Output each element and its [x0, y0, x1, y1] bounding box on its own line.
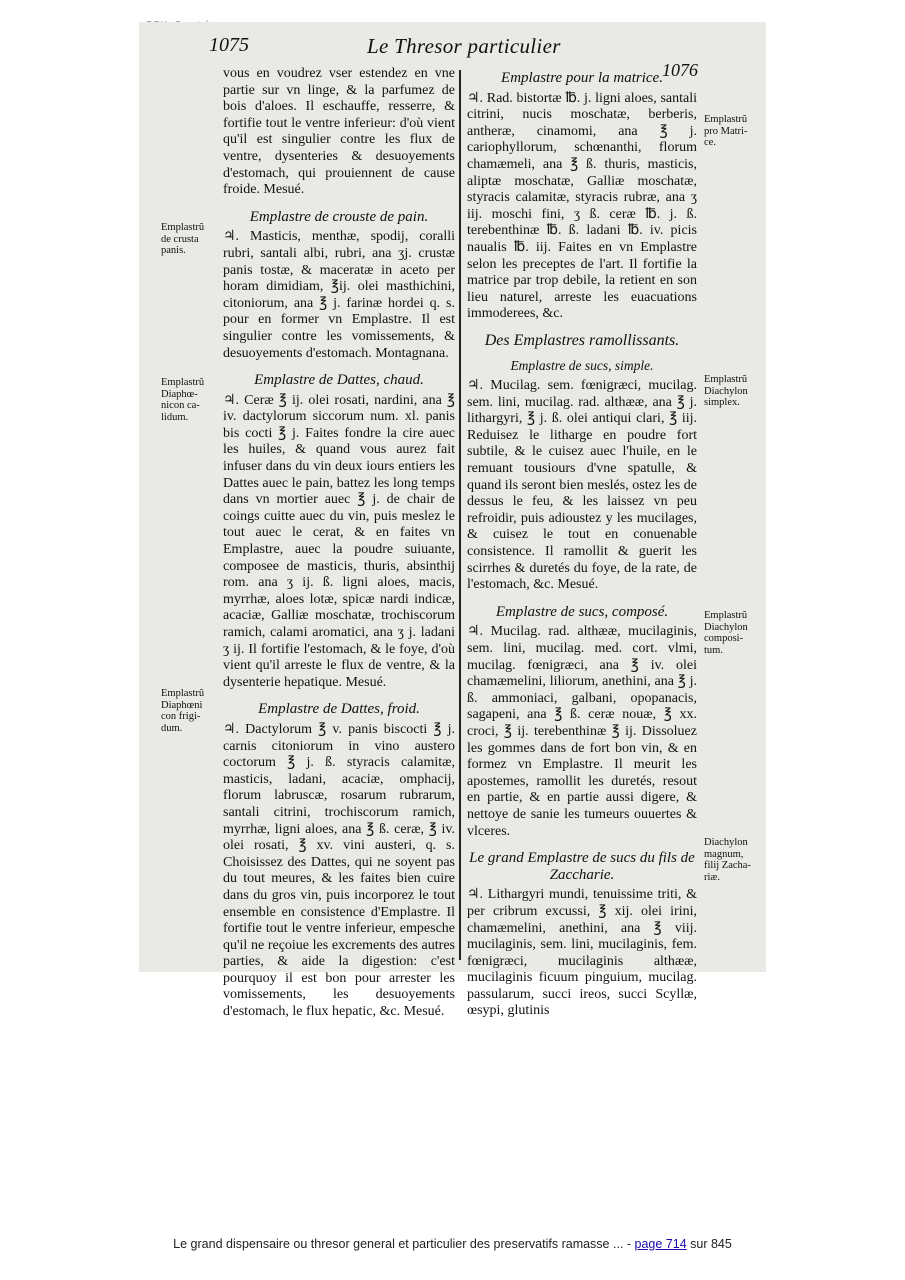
paragraph: ♃. Mucilag. rad. althææ, mucilaginis, sem. lini, mucilag. med. cort. vlmi, mucilag. fœnigræci, ana ℥ iv. olei chamæmelini, liliorum, anethini, ana ℥ j. ß. ammoniaci, galbani, opopanacis, sagapeni, ana ℥ ß. ceræ nouæ, ℥ xx. croci, ℥ ij. terebenthinæ ℥ ij. Dissoluez les gommes dans de fort bon vin, & en formez vn Emplastre. Il meurit les apostemes, ramollit les duretés, resout en partie, & en partie aussi digere, & nettoye de sanie les tumeurs ouuertes & vlceres. [467, 624, 697, 839]
margin-note: Emplastrũ Diaphœ- nicon ca- lidum. [161, 377, 205, 423]
section-heading: Emplastre de Dattes, froid. [258, 701, 420, 718]
footer-caption [0, 1237, 905, 1251]
margin-note: Emplastrũ de crusta panis. [161, 222, 205, 256]
section-heading: Emplastre de Dattes, chaud. [254, 372, 424, 389]
paragraph: ♃. Ceræ ℥ ij. olei rosati, nardini, ana ℥ iv. dactylorum siccorum num. xl. panis bis cocti ℥ j. Faites fondre la cire auec les huiles, & quand vous aurez fait infuser dans du vin deux iours entiers les Dattes auec le pain, battez les long temps dans vn mortier auec ℥ j. de chair de coings cuitte auec du vin, puis meslez le tout auec le cerat, & en faites vn Emplastre, auec la poudre suiuante, composee de masticis, thuris, absinthij rom. ana ʒ ij. ß. ligni aloes, macis, myrrhæ, aloes lotæ, spicæ nardi indicæ, acaciæ, Galliæ moschatæ, trochiscorum ramich, calami aromatici, ana ʒ j. ladani ʒ ij. Il fortifie l'estomach, & le foye, d'où vient qu'il arreste le flux de ventre, & la dysenterie hepatique. Mesué. [223, 392, 455, 690]
left-page-number: 1075 [209, 34, 249, 56]
margin-note: Emplastrũ Diaphœni con frigi- dum. [161, 688, 205, 734]
paragraph: ♃. Dactylorum ℥ v. panis biscocti ℥ j. carnis citoniorum in vino austero coctorum ℥ j. ß. styracis calamitæ, masticis, ladani, acaciæ, omphacij, florum labruscæ, rosarum rubrarum, santali citrini, trochiscorum ramich, myrrhæ, ligni aloes, ana ℥ ß. ceræ, ℥ iv. olei rosati, ℥ xv. vini austeri, q. s. Choisissez des Dattes, qui ne soyent pas du tout meures, & les faites bien cuire dans du gros vin, puis incorporez le tout ensemble en consistence d'Emplastre. Il fortifie tout le ventre inferieur, empesche qu'il ne reçoiue les excrements des autres parties, & aide la digestion: c'est pourquoy il est bon pour arrester les vomissements, les desuoyements d'estomach, le flux hepatic, &c. Mesué. [223, 721, 455, 1020]
section-heading: Emplastre pour la matrice. [501, 70, 663, 86]
right-column [467, 70, 697, 1020]
paragraph: ♃. Rad. bistortæ ℔. j. ligni aloes, santali citrini, nucis moschatæ, berberis, antheræ, cinamomi, ana ℥ j. cariophyllorum, schœnanthi, florum chamæmeli, ana ℥ ß. thuris, masticis, aliptæ moschatæ, Galliæ moschatæ, styracis calamitæ, styracis rubræ, ana ʒ iij. moschi fini, ʒ ß. ceræ ℔. j. ß. terebenthinæ ℔. ß. ladani ℔. iv. picis naualis ℔. iij. Faites en vn Emplastre selon les preceptes de l'art. Il fortifie la matrice par trop debile, la retient en son lieu naturel, arreste les euacuations immoderees, &c. [467, 90, 697, 322]
paragraph: ♃. Mucilag. sem. fœnigræci, mucilag. sem. lini, mucilag. rad. althææ, ana ℥ j. lithargyri, ℥ j. ß. olei antiqui clari, ℥ iij. Reduisez le litharge en poudre fort subtile, & le cuisez auec l'huile, en le remuant tousiours d'vne spatulle, & quand ils seront bien meslés, ostez les de dessus le feu, & les laissez vn peu refroidir, puis adioustez y les mucilages, & cuisez le tout en conuenable consistence. Il ramollit & guerit les scirrhes & duretés du foye, de la rate, de l'estomach, &c. Mesué. [467, 378, 697, 593]
scanned-page [139, 22, 766, 1020]
margin-note: Emplastrũ Diachylon composi- tum. [704, 610, 748, 656]
section-heading: Le grand Emplastre de sucs du fils de Zaccharie. [469, 850, 695, 883]
section-heading: Emplastre de crouste de pain. [249, 208, 429, 225]
page-link[interactable]: page 714 [634, 1237, 687, 1251]
paragraph: ♃. Lithargyri mundi, tenuissime triti, & per cribrum excussi, ℥ xij. olei irini, chamæmelini, anethini, ana ℥ viij. mucilaginis, sem. lini, mucilaginis, fem. fœnigræci, mucilaginis althææ, mucilaginis ficuum pinguium, mucilag. passularum, succi ireos, succi Scyllæ, œsypi, glutinis [467, 887, 697, 1019]
footer-text: Le grand dispensaire ou thresor general et particulier des preservatifs ramasse ... - [173, 1237, 635, 1251]
section-heading: Emplastre de sucs, composé. [495, 603, 669, 620]
right-page-number: 1076 [662, 60, 698, 80]
paragraph: vous en voudrez vser estendez en vne partie sur vn linge, & la parfumez de bois d'aloes. Il eschauffe, resserre, & fortifie tout le ventre inferieur: d'où vient qu'il est singulier contre les flux de ventre, dysenteries & desuoyements d'estomach, qui prouiennent de cause froide. Mesué. [223, 66, 455, 198]
section-heading: Emplastre de sucs, simple. [510, 357, 654, 373]
chapter-heading: Des Emplastres ramollissants. [484, 331, 680, 349]
paragraph: ♃. Masticis, menthæ, spodij, coralli rubri, santali albi, rubri, ana ʒj. crustæ panis tostæ, & maceratæ in aceto per horam dimidiam, ℥ij. olei masthichini, citoniorum, ana ℥ j. farinæ hordei q. s. pour en former vn Emplastre. Il est singulier contre les vomissements, & desuoyements d'estomach. Montagnana. [223, 229, 455, 361]
running-title: Le Thresor particulier [367, 34, 561, 58]
column-divider [459, 70, 461, 960]
margin-note: Emplastrũ Diachylon simplex. [704, 374, 748, 408]
footer-text-end: sur 845 [686, 1237, 732, 1251]
margin-note: Emplastrũ pro Matri- ce. [704, 114, 748, 148]
margin-note: Diachylon magnum, filij Zacha- riæ. [704, 837, 751, 883]
left-column [223, 66, 455, 1021]
